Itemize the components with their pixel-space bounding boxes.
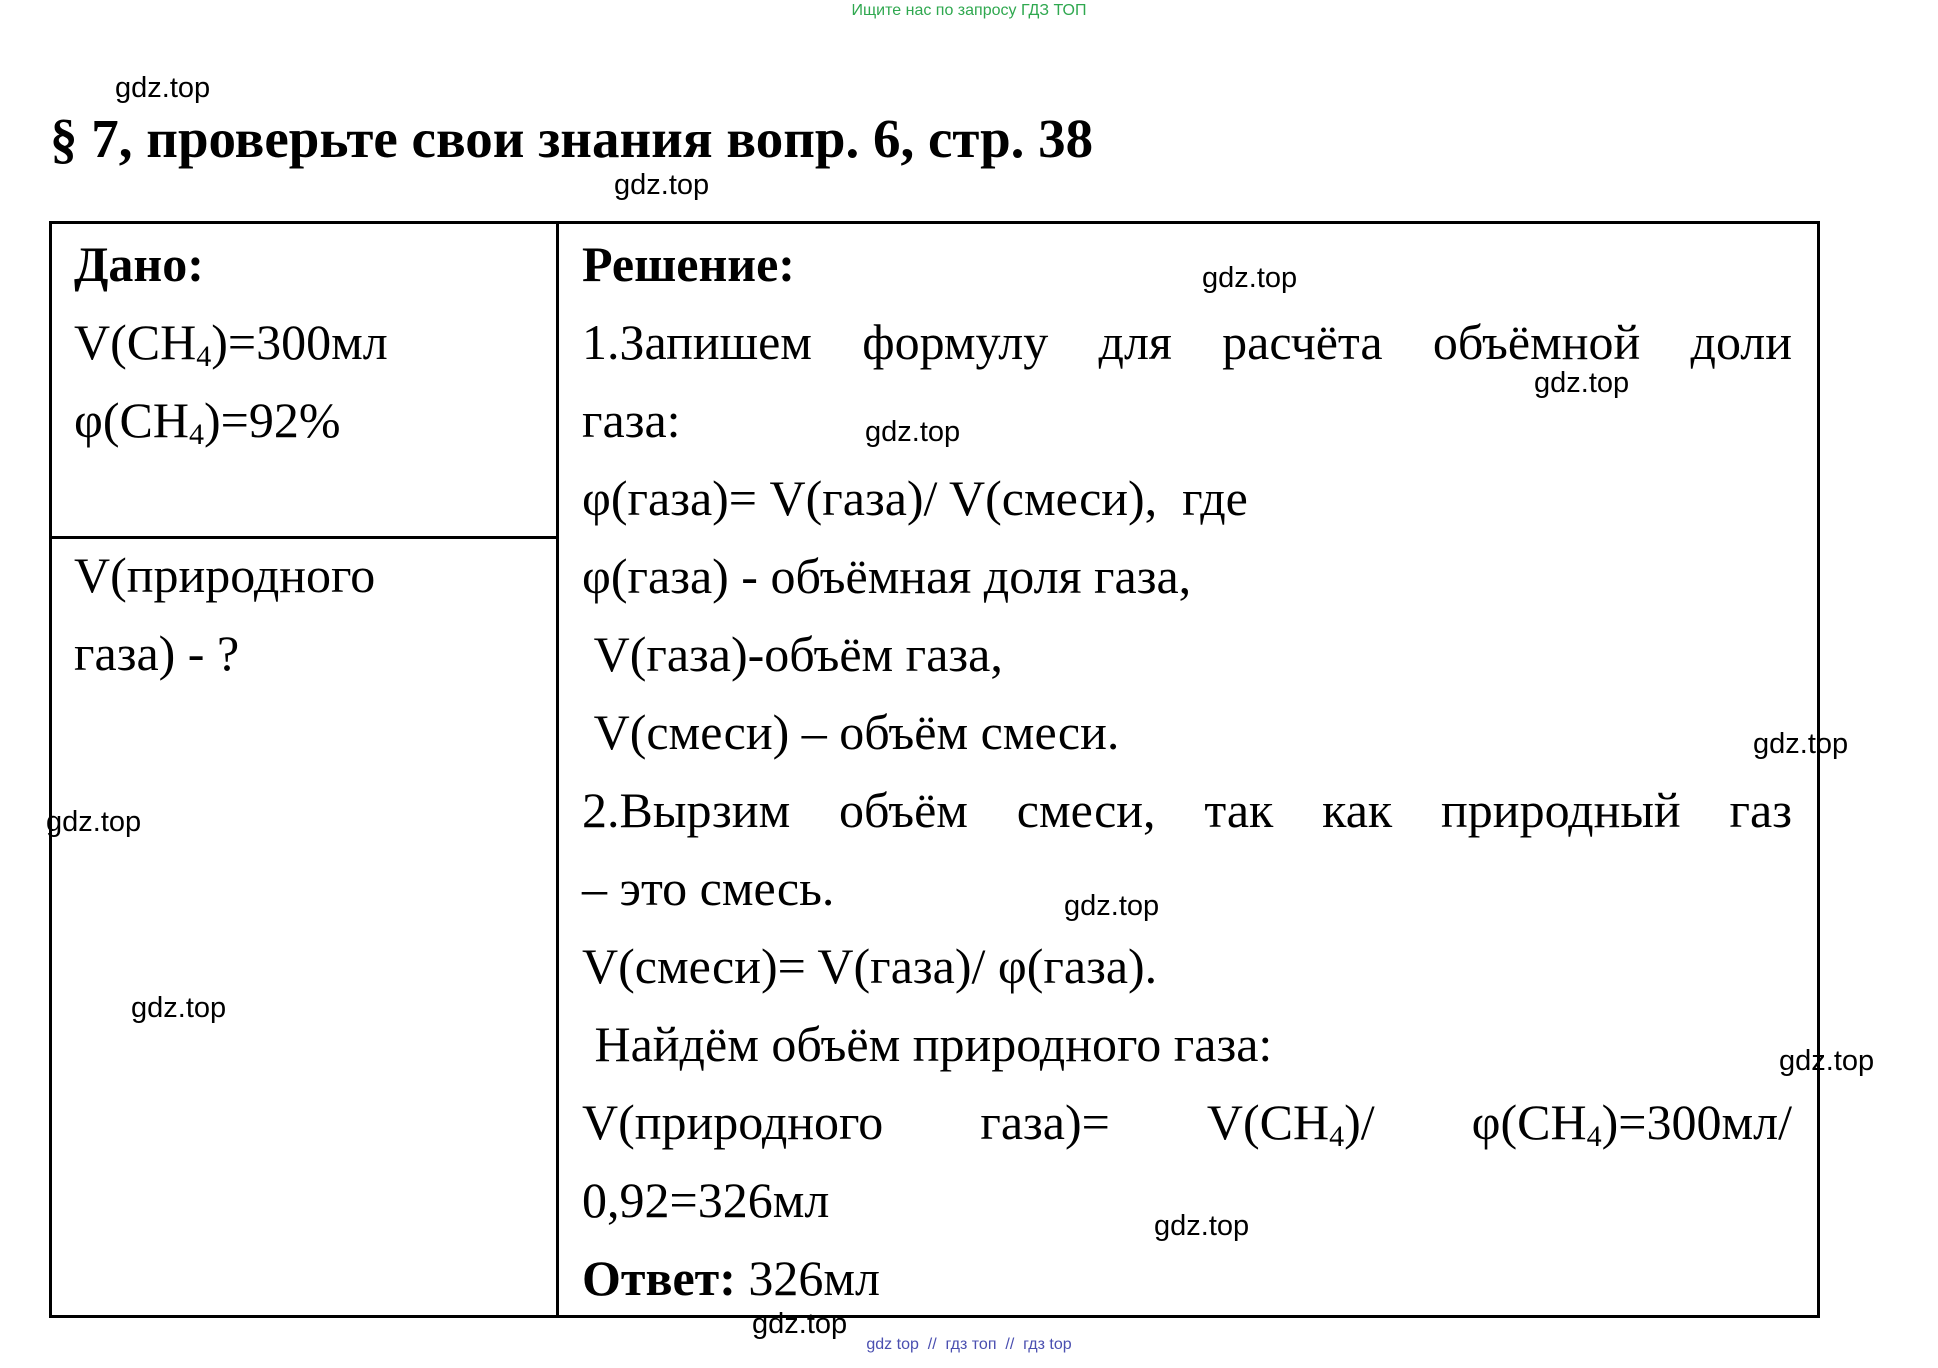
find-line-1: V(природного — [74, 547, 376, 603]
solution-heading: Решение: — [582, 236, 795, 292]
solution-line-3: φ(газа)= V(газа)/ V(смеси), где — [582, 470, 1248, 526]
watermark: gdz.top — [46, 806, 142, 838]
watermark: gdz.top — [614, 169, 710, 201]
solution-line-8: – это смесь. — [582, 860, 835, 916]
given-volume: $V(CH_4)=300мл$ — [74, 314, 388, 373]
watermark: gdz.top — [1202, 262, 1298, 294]
solution-line-7: 2.Вырзим объём смеси, так как природный газ — [582, 782, 1792, 838]
answer-value: 326мл — [735, 1250, 880, 1306]
watermark: gdz.top — [1064, 890, 1160, 922]
watermark: gdz.top — [1154, 1210, 1250, 1242]
watermark: gdz.top — [1779, 1045, 1875, 1077]
find-line-2: газа) - ? — [74, 625, 240, 681]
given-heading: Дано: — [74, 236, 204, 292]
watermark: gdz.top — [865, 416, 961, 448]
solution-line-12: 0,92=326мл — [582, 1172, 830, 1228]
top-banner[interactable]: Ищите нас по запросу ГДЗ ТОП — [851, 2, 1087, 19]
solution-line-2: газа: — [582, 392, 681, 448]
table-column-divider — [556, 221, 559, 1318]
watermark: gdz.top — [1753, 728, 1849, 760]
solution-line-4: φ(газа) - объёмная доля газа, — [582, 548, 1192, 604]
solution-line-1: 1.Запишем формулу для расчёта объёмной доли — [582, 314, 1792, 370]
solution-line-6: V(смеси) – объём смеси. — [582, 704, 1120, 760]
solution-line-10: Найдём объём природного газа: — [582, 1016, 1273, 1072]
watermark: gdz.top — [131, 992, 227, 1024]
solution-line-11: V(природного газа)= $V(CH_4)/$ $\varphi(CH_4)=300мл/$ — [582, 1094, 1792, 1153]
find-section — [74, 536, 375, 692]
page-title: § 7, проверьте свои знания вопр. 6, стр. 38 — [50, 108, 1094, 169]
given-fraction: $\varphi(CH_4)=92\%$ — [74, 392, 341, 451]
bottom-links[interactable]: gdz top // гдз топ // гдз top — [866, 1336, 1072, 1353]
answer-label: Ответ: — [582, 1250, 736, 1306]
watermark: gdz.top — [115, 72, 211, 104]
given-section — [74, 225, 388, 459]
watermark: gdz.top — [752, 1308, 848, 1340]
solution-line-5: V(газа)-объём газа, — [582, 626, 1003, 682]
solution-line-9: V(смеси)= V(газа)/ φ(газа). — [582, 938, 1158, 994]
watermark: gdz.top — [1534, 367, 1630, 399]
answer-line — [582, 1239, 1792, 1317]
